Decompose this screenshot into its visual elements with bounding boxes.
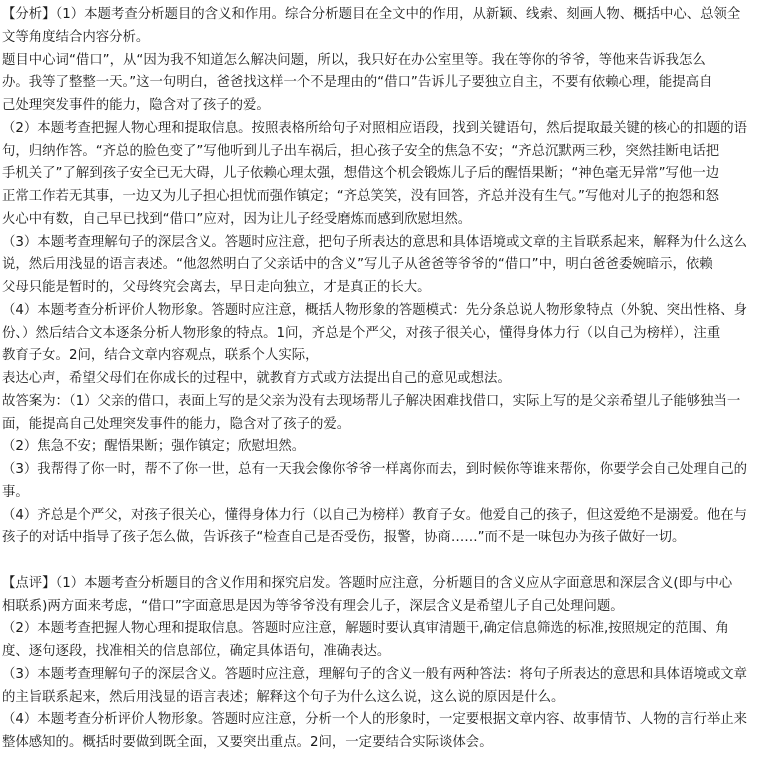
text-line: 相联系)两方面来考虑，“借口”字面意思是因为等爷爷没有理会儿子，深层含义是希望儿子自己处理问题。 — [2, 598, 624, 614]
text-line: 己处理突发事件的能力，隐含对了孩子的爱。 — [2, 98, 270, 113]
text-line: （2）焦急不安；醒悟果断；强作镇定；欣慰坦然。 — [2, 439, 306, 455]
text-line: 教育子女。2问，结合文章内容观点，联系个人实际， — [2, 348, 319, 364]
text-line: 【点评】（1）本题考查分析题目的含义作用和探究启发。答题时应注意，分析题目的含义应从字面意思和深层含义(即与中心 — [2, 575, 733, 591]
section-gap — [2, 550, 780, 573]
text-line: 孩子的对话中指导了孩子怎么做，告诉孩子“检查自己是否受伤，报警，协商……”而不是一味包办为孩子做好一切。 — [2, 530, 686, 546]
text-line: （4）本题考查分析评价人物形象。答题时应注意，概括人物形象的答题模式：先分条总说人物形象特点（外貌、突出性格、身 — [2, 302, 747, 318]
text-line: （3）本题考查理解句子的深层含义。答题时应注意，理解句子的含义一般有两种答法：将句子所表达的意思和具体语境或文章 — [2, 666, 747, 682]
text-line: 火心中有数，自己早已找到“借口”应对，因为让儿子经受磨炼而感到欣慰坦然。 — [2, 211, 472, 227]
text-line: 正常工作若无其事，一边又为儿子担心担忧而强作镇定；“齐总笑笑，没有回答，齐总并没有生气。”写他对儿子的抱怨和怒 — [2, 189, 719, 204]
text-line: 的主旨联系起来，然后用浅显的语言表述；解释这个句子为什么这么说，这么说的原因是什么。 — [2, 689, 565, 705]
text-line: （3）我帮得了你一时，帮不了你一世，总有一天我会像你爷爷一样离你而去，到时候你等谁来帮你，你要学会自己处理自己的 — [2, 462, 747, 477]
text-line: 事。 — [2, 484, 29, 500]
text-line: （3）本题考查理解句子的深层含义。答题时应注意，把句子所表达的意思和具体语境或文章的主旨联系起来，解释为什么这么 — [2, 234, 747, 250]
comment-section — [2, 573, 780, 755]
text-line: 整体感知的。概括时要做到既全面，又要突出重点。2问，一定要结合实际谈体会。 — [2, 735, 493, 750]
analysis-section — [2, 4, 780, 391]
answer-section — [2, 391, 780, 550]
text-line: 办。我等了整整一天。”这一句明白，爸爸找这样一个不是理由的“借口”告诉儿子要独立自主，不要有依赖心理，能提高自 — [2, 75, 713, 91]
text-line: （2）本题考查把握人物心理和提取信息。按照表格所给句子对照相应语段，找到关键语句，然后提取最关键的核心的扣题的语 — [2, 120, 747, 136]
text-line: 说，然后用浅显的语言表述。“他忽然明白了父亲话中的含义”写儿子从爸爸等爷爷的“借口”中，明白爸爸委婉暗示，依赖 — [2, 257, 713, 273]
text-line: （4）齐总是个严父，对孩子很关心，懂得身体力行（以自己为榜样）教育子女。他爱自己的孩子，但这爱绝不是溺爱。他在与 — [2, 507, 747, 523]
text-line: （2）本题考查把握人物心理和提取信息。答题时应注意，解题时要认真审清题干,确定信息筛选的标准,按照规定的范围、角 — [2, 621, 729, 637]
text-line: 手机关了”了解到孩子安全已无大碍，儿子依赖心理太强，想借这个机会锻炼儿子后的醒悟果断；“神色毫无异常”写他一边 — [2, 166, 720, 182]
text-line: 句，归纳作答。“齐总的脸色变了”写他听到儿子出车祸后，担心孩子安全的焦急不安；“齐总沉默两三秒，突然挂断电话把 — [2, 143, 720, 159]
text-line: 份、）然后结合文本逐条分析人物形象的特点。1问，齐总是个严父，对孩子很关心，懂得身体力行（以自己为榜样），注重 — [2, 325, 721, 341]
text-line: 父母只能是暂时的，父母终究会离去，早日走向独立，才是真正的长大。 — [2, 280, 431, 295]
text-line: 面，能提高自己处理突发事件的能力，隐含对了孩子的爱。 — [2, 416, 351, 432]
text-line: 【分析】（1）本题考查分析题目的含义和作用。综合分析题目在全文中的作用，从新颖、线索、刻画人物、概括中心、总领全 — [2, 7, 741, 22]
text-line: （4）本题考查分析评价人物形象。答题时应注意，分析一个人的形象时，一定要根据文章内容、故事情节、人物的言行举止来 — [2, 712, 747, 728]
text-line: 度、逐句逐段，找准相关的信息部位，确定具体语句，准确表达。 — [2, 644, 391, 659]
text-line: 故答案为：（1）父亲的借口，表面上写的是父亲为没有去现场帮儿子解决困难找借口，实际上写的是父亲希望儿子能够独当一 — [2, 393, 741, 409]
text-line: 文等角度结合内容分析。 — [2, 29, 150, 45]
text-line: 题目中心词“借口”，从“因为我不知道怎么解决问题，所以，我只好在办公室里等。我在等你的爷爷，等他来告诉我怎么 — [2, 52, 706, 68]
text-line: 表达心声，希望父母们在你成长的过程中，就教育方式或方法提出自己的意见或想法。 — [2, 371, 511, 386]
